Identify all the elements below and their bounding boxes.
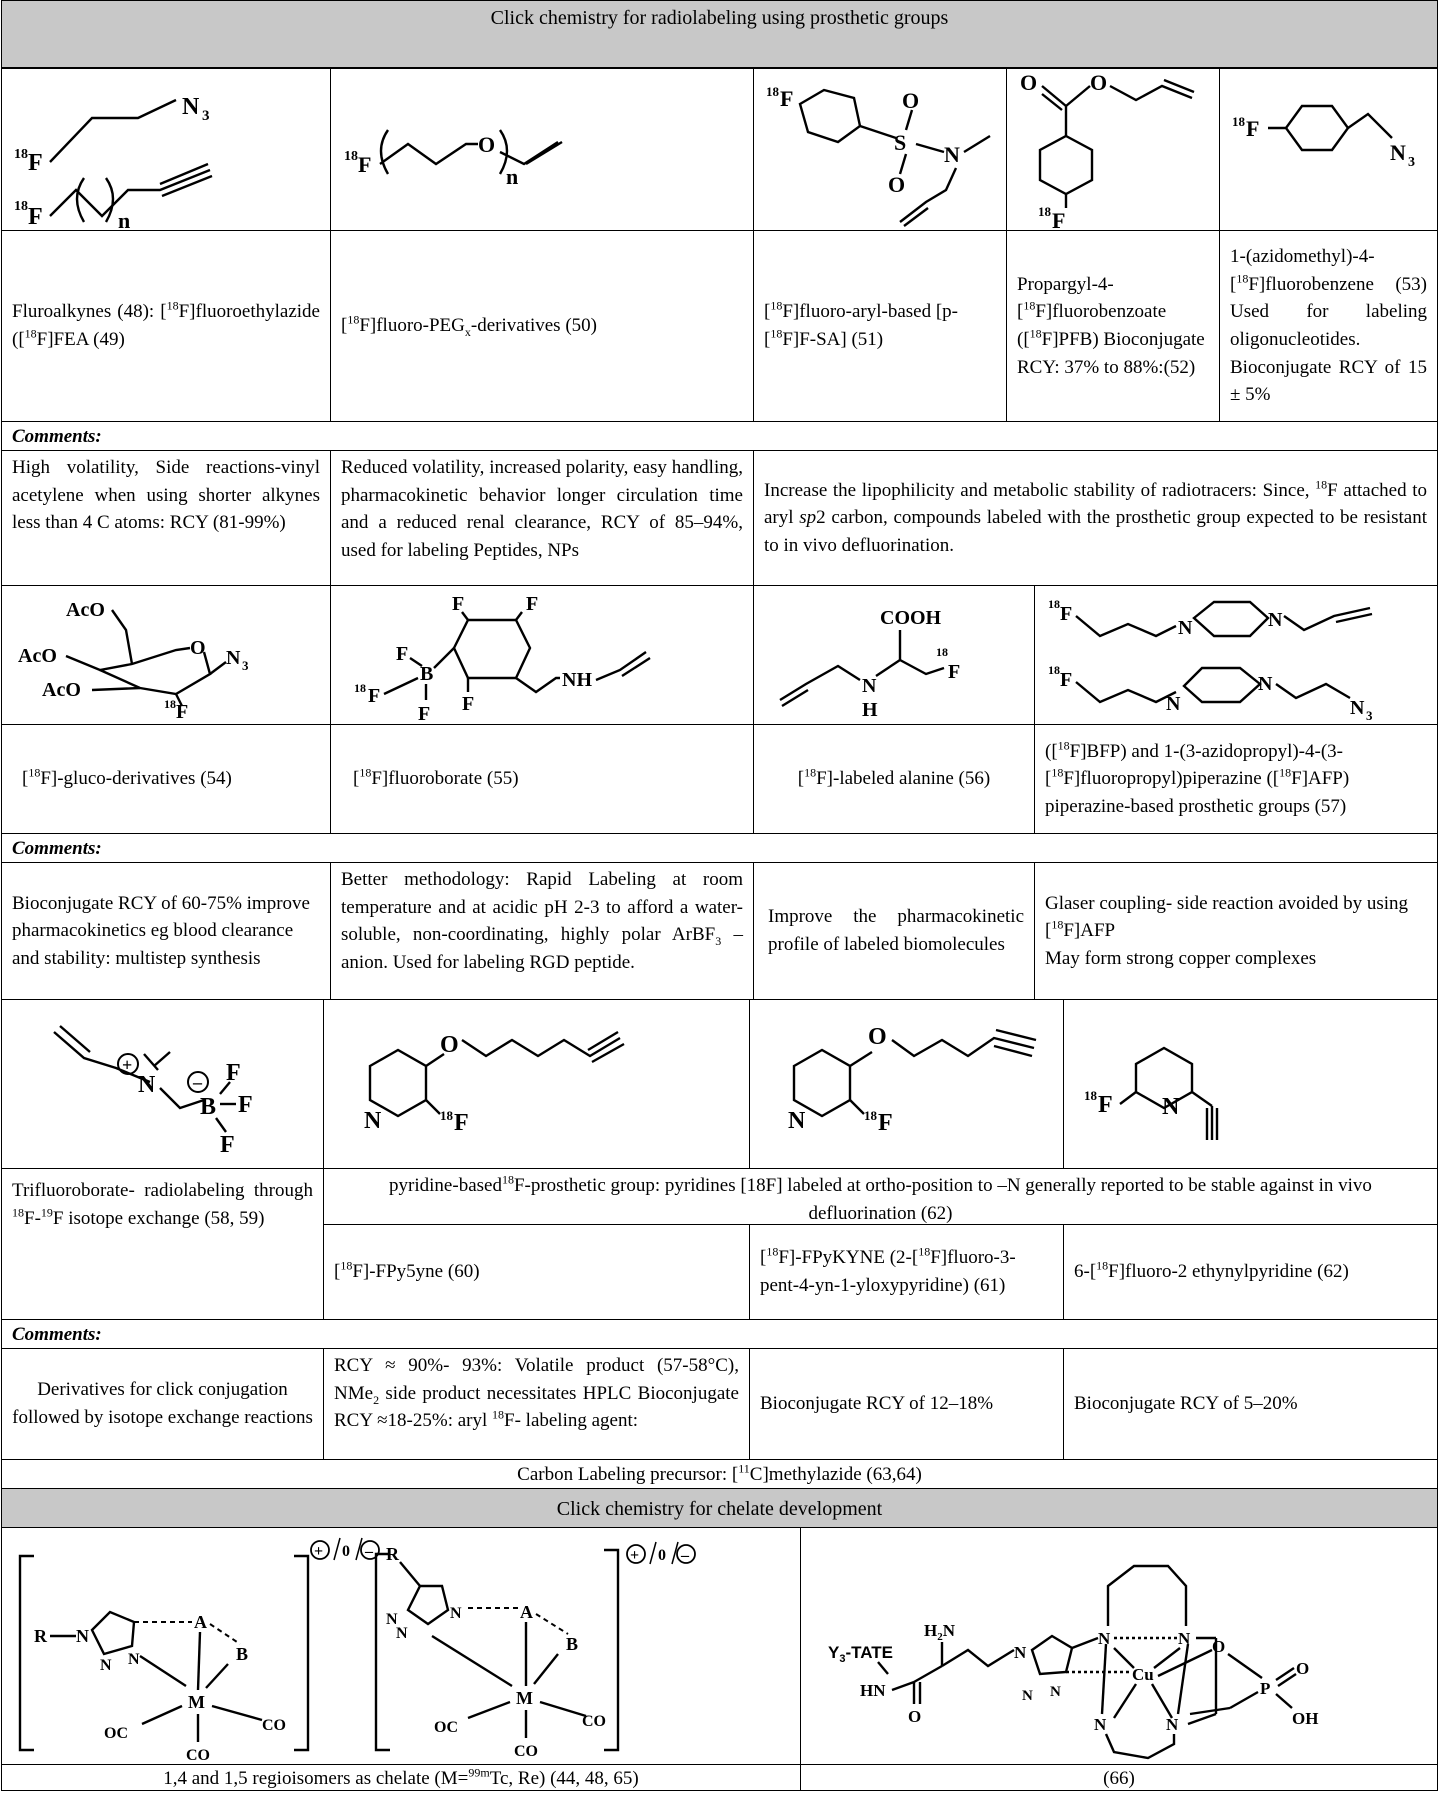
- svg-text:R: R: [34, 1626, 47, 1646]
- svg-text:CO: CO: [186, 1747, 210, 1764]
- propargyl-fluorobenzoate-structure: [1012, 70, 1217, 233]
- svg-text:0: 0: [658, 1547, 666, 1564]
- svg-text:n: n: [118, 208, 131, 233]
- svg-text:F: F: [220, 1132, 235, 1158]
- svg-text:F: F: [526, 593, 539, 615]
- svg-text:–: –: [193, 1072, 202, 1092]
- svg-text:NH: NH: [562, 669, 592, 691]
- svg-text:N: N: [1094, 1715, 1107, 1734]
- svg-text:N: N: [1022, 1688, 1033, 1704]
- name-pfb: Propargyl-4-[$^{18}$F]fluorobenzoate ([$^{18}$F]PFB) Bioconjugate RCY: 37% to 88%:(52): [1006, 230, 1220, 422]
- svg-text:–: –: [365, 1543, 373, 1560]
- svg-text:F: F: [1098, 1092, 1113, 1118]
- svg-text:O: O: [902, 88, 920, 113]
- svg-text:N: N: [1350, 697, 1365, 719]
- comment-trifluoroborate: Derivatives for click conjugation followed by isotope exchange reactions: [1, 1348, 324, 1460]
- svg-text:F: F: [418, 703, 431, 725]
- comment-alanine: Improve the pharmacokinetic profile of labeled biomolecules: [753, 862, 1035, 1000]
- name-fluoroborate: [$^{18}$F]fluoroborate (55): [330, 724, 754, 834]
- svg-text:18: 18: [344, 149, 358, 164]
- comments-label-2: Comments:: [1, 833, 1438, 863]
- name-ethynylpyridine: 6-[$^{18}$F]fluoro-2 ethynylpyridine (62): [1063, 1224, 1438, 1320]
- svg-text:18: 18: [1038, 204, 1051, 219]
- svg-text:N: N: [1178, 1629, 1191, 1648]
- svg-text:N: N: [862, 675, 877, 697]
- svg-text:P: P: [1260, 1679, 1271, 1698]
- section-header-chelate: Click chemistry for chelate development: [1, 1488, 1438, 1528]
- fpy5yne-structure: [340, 1010, 740, 1160]
- svg-text:18: 18: [440, 1108, 453, 1123]
- svg-text:CO: CO: [582, 1713, 606, 1730]
- svg-text:O: O: [1090, 70, 1108, 95]
- svg-text:O: O: [1020, 70, 1038, 95]
- svg-text:F: F: [226, 1060, 241, 1086]
- svg-text:F: F: [368, 685, 381, 707]
- svg-text:F: F: [1246, 116, 1260, 141]
- comments-label-1: Comments:: [1, 421, 1438, 451]
- svg-text:N: N: [1258, 673, 1273, 695]
- svg-text:F: F: [176, 701, 189, 723]
- svg-text:3: 3: [202, 108, 210, 124]
- comments-label-3: Comments:: [1, 1319, 1438, 1349]
- name-gluco: [$^{18}$F]-gluco-derivatives (54): [1, 724, 331, 834]
- svg-text:HN: HN: [860, 1681, 886, 1700]
- name-fpykyne: [$^{18}$F]-FPyKYNE (2-[$^{18}$F]fluoro-3-pent-4-yn-1-yloxypyridine) (61): [749, 1224, 1064, 1320]
- svg-text:+: +: [630, 1547, 640, 1564]
- section-header-prosthetic: Click chemistry for radiolabeling using prosthetic groups: [1, 0, 1438, 68]
- svg-text:OC: OC: [104, 1725, 128, 1742]
- comment-aryl: Increase the lipophilicity and metabolic stability of radiotracers: Since, $^{18}$F attached to aryl sp2 carbon, compounds labeled with the prosthetic group expected to be resistant to in vivo defluorination.: [753, 450, 1438, 586]
- svg-text:F: F: [358, 152, 372, 177]
- svg-text:Y3-TATE: $Y_3$-TATE: [828, 1643, 893, 1665]
- svg-text:F: F: [948, 661, 961, 683]
- svg-text:18: 18: [1048, 597, 1060, 611]
- svg-text:O: O: [1296, 1659, 1310, 1678]
- svg-text:18: 18: [1048, 663, 1060, 677]
- name-trifluoroborate: Trifluoroborate- radiolabeling through $^{18}$F-$^{19}$F isotope exchange (58, 59): [1, 1168, 324, 1320]
- svg-text:O: O: [478, 132, 496, 157]
- ethynylpyridine-structure: [1080, 1010, 1380, 1160]
- caption-cu-complex: (66): [800, 1764, 1438, 1791]
- comment-ethynylpyridine: Bioconjugate RCY of 5–20%: [1063, 1348, 1438, 1460]
- svg-text:18: 18: [1084, 1088, 1097, 1103]
- svg-text:18: 18: [766, 84, 779, 99]
- caption-regioisomers: 1,4 and 1,5 regioisomers as chelate (M=$^{99m}$Tc, Re) (44, 48, 65): [1, 1764, 801, 1791]
- name-azidomethyl: 1-(azidomethyl)-4-[$^{18}$F]fluorobenzene (53) Used for labeling oligonucleotides. Bioconjugate RCY of 15 ± 5%: [1219, 230, 1438, 422]
- svg-text:A: A: [520, 1602, 533, 1622]
- trifluoroborate-structure: [40, 1010, 310, 1160]
- comment-peg: Reduced volatility, increased polarity, easy handling, pharmacokinetic behavior longer circulation time and a reduced renal clearance, RCY of 85–94%, used for labeling Peptides, NPs: [330, 450, 754, 586]
- svg-text:18: 18: [1232, 114, 1245, 129]
- svg-text:18: 18: [354, 681, 366, 695]
- svg-text:M: M: [188, 1692, 205, 1712]
- svg-text:COOH: COOH: [880, 607, 942, 629]
- svg-text:AcO: AcO: [42, 679, 81, 701]
- svg-text:O: O: [1212, 1637, 1226, 1656]
- svg-text:N: N: [226, 647, 241, 669]
- svg-text:N: N: [364, 1108, 382, 1134]
- peg-structure: [340, 80, 750, 230]
- comment-piperazine: Glaser coupling- side reaction avoided by using [$^{18}$F]AFP May form strong copper complexes: [1034, 862, 1438, 1000]
- svg-text:N: N: [450, 1605, 462, 1622]
- svg-text:AcO: AcO: [66, 599, 105, 621]
- alanine-structure: [770, 596, 1030, 720]
- svg-text:18: 18: [14, 199, 28, 214]
- svg-text:18: 18: [14, 147, 28, 162]
- svg-text:B: B: [236, 1644, 249, 1664]
- carbon-labeling-row: Carbon Labeling precursor: [$^{11}$C]methylazide (63,64): [1, 1459, 1438, 1489]
- comment-fluoroborate: Better methodology: Rapid Labeling at room temperature and at acidic pH 2-3 to afford a water-soluble, non-coordinating, highly polar ArBF$_3$ – anion. Used for labeling RGD peptide.: [330, 862, 754, 1000]
- svg-text:F: F: [1060, 603, 1073, 625]
- comment-gluco: Bioconjugate RCY of 60-75% improve pharmacokinetics eg blood clearance and stability: multistep synthesis: [1, 862, 331, 1000]
- svg-text:N: N: [1390, 140, 1406, 165]
- fluoroborate-structure: [350, 588, 750, 725]
- svg-text:F: F: [396, 643, 409, 665]
- svg-text:n: n: [506, 164, 519, 189]
- svg-text:N: N: [1098, 1629, 1111, 1648]
- regioisomer-1-4-structure: [14, 1530, 374, 1762]
- svg-text:R: R: [386, 1544, 399, 1564]
- svg-text:+: +: [314, 1543, 324, 1560]
- svg-text:OC: OC: [434, 1719, 458, 1736]
- svg-text:3: 3: [1408, 155, 1415, 170]
- svg-text:AcO: AcO: [18, 645, 57, 667]
- comment-fpy5yne: RCY ≈ 90%- 93%: Volatile product (57-58°C), NMe$_2$ side product necessitates HPLC Bioconjugate RCY ≈18-25%: aryl $^{18}$F- labeling agent:: [323, 1348, 750, 1460]
- svg-text:CO: CO: [514, 1743, 538, 1760]
- svg-text:F: F: [1052, 208, 1066, 233]
- svg-text:+: +: [122, 1055, 133, 1075]
- svg-text:H2N: $H_2N$: [924, 1621, 956, 1643]
- svg-text:18: 18: [164, 697, 176, 711]
- svg-text:B: B: [200, 1094, 217, 1120]
- svg-text:N: N: [1050, 1684, 1061, 1700]
- svg-text:N: N: [76, 1626, 89, 1646]
- svg-text:M: M: [516, 1688, 533, 1708]
- gluco-structure: [14, 590, 314, 723]
- svg-text:–: –: [681, 1547, 689, 1564]
- svg-text:N: N: [1268, 609, 1283, 631]
- svg-text:F: F: [780, 86, 794, 111]
- name-peg-derivatives: $[^{18}F]fluoro-PEG_x$-derivatives (50): [330, 230, 754, 422]
- cu-complex-structure: [818, 1532, 1433, 1762]
- svg-text:F: F: [1060, 669, 1073, 691]
- svg-text:O: O: [888, 172, 906, 197]
- fpykyne-structure: [764, 1010, 1064, 1160]
- name-alanine: [$^{18}$F]-labeled alanine (56): [753, 724, 1035, 834]
- svg-text:F: F: [28, 204, 43, 230]
- svg-text:N: N: [1014, 1643, 1027, 1662]
- svg-text:0: 0: [342, 1543, 350, 1560]
- svg-text:OH: OH: [1292, 1709, 1319, 1728]
- svg-text:N: N: [1166, 693, 1181, 715]
- svg-text:F: F: [462, 693, 475, 715]
- svg-text:B: B: [420, 663, 434, 685]
- svg-text:O: O: [868, 1024, 887, 1050]
- comment-fluoroalkynes: High volatility, Side reactions-vinyl acetylene when using shorter alkynes less than 4 C atoms: RCY (81-99%): [1, 450, 331, 586]
- svg-text:N: N: [1178, 617, 1193, 639]
- name-piperazine: ([$^{18}$F]BFP) and 1-(3-azidopropyl)-4-(3-[$^{18}$F]fluoropropyl)piperazine ([$^{18}$F]AFP) piperazine-based prosthetic groups (57): [1034, 724, 1438, 834]
- svg-text:N: N: [1166, 1715, 1179, 1734]
- name-fluoro-aryl-sa: [$^{18}$F]fluoro-aryl-based [p-[$^{18}$F]F-SA] (51): [753, 230, 1007, 422]
- fluoroethylazide-structure: [10, 80, 330, 233]
- svg-text:18: 18: [864, 1108, 877, 1123]
- svg-text:N: N: [788, 1108, 806, 1134]
- name-fluoroalkynes: Fluroalkynes (48): [$^{18}$F]fluoroethylazide ([$^{18}$F]FEA (49): [1, 230, 331, 422]
- svg-text:O: O: [908, 1707, 922, 1726]
- svg-text:A: A: [194, 1612, 207, 1632]
- svg-text:N: N: [944, 142, 960, 167]
- svg-text:B: B: [566, 1634, 579, 1654]
- svg-text:N: N: [386, 1611, 398, 1628]
- azidomethyl-fluorobenzene-structure: [1228, 100, 1438, 180]
- piperazine-structures: [1044, 590, 1434, 722]
- svg-text:F: F: [454, 1110, 469, 1136]
- svg-text:F: F: [28, 150, 43, 176]
- svg-text:3: 3: [1366, 708, 1373, 723]
- svg-text:F: F: [238, 1092, 253, 1118]
- svg-text:N: N: [128, 1651, 140, 1668]
- comment-fpykyne: Bioconjugate RCY of 12–18%: [749, 1348, 1064, 1460]
- svg-text:F: F: [878, 1110, 893, 1136]
- svg-text:N: N: [1162, 1094, 1180, 1120]
- svg-text:CO: CO: [262, 1717, 286, 1734]
- svg-text:F: F: [452, 593, 465, 615]
- name-pyridine-based: pyridine-based$^{18}$F-prosthetic group: pyridines [18F] labeled at ortho-position to –N generally reported to be stable against in vivo defluorination (62): [323, 1168, 1438, 1225]
- svg-text:S: S: [894, 130, 907, 155]
- svg-text:N: N: [396, 1625, 408, 1642]
- svg-text:3: 3: [242, 658, 249, 673]
- name-fpy5yne: [$^{18}$F]-FPy5yne (60): [323, 1224, 750, 1320]
- svg-text:N: N: [138, 1072, 156, 1098]
- svg-text:N: N: [100, 1657, 112, 1674]
- svg-text:O: O: [190, 637, 206, 659]
- svg-text:18: 18: [936, 645, 948, 659]
- svg-text:H: H: [862, 699, 878, 721]
- svg-text:O: O: [440, 1032, 459, 1058]
- regioisomer-1-5-structure: [372, 1520, 697, 1762]
- sulfonamide-structure: [760, 74, 1005, 229]
- svg-text:N: N: [182, 94, 200, 120]
- svg-text:Cu: Cu: [1132, 1665, 1154, 1684]
